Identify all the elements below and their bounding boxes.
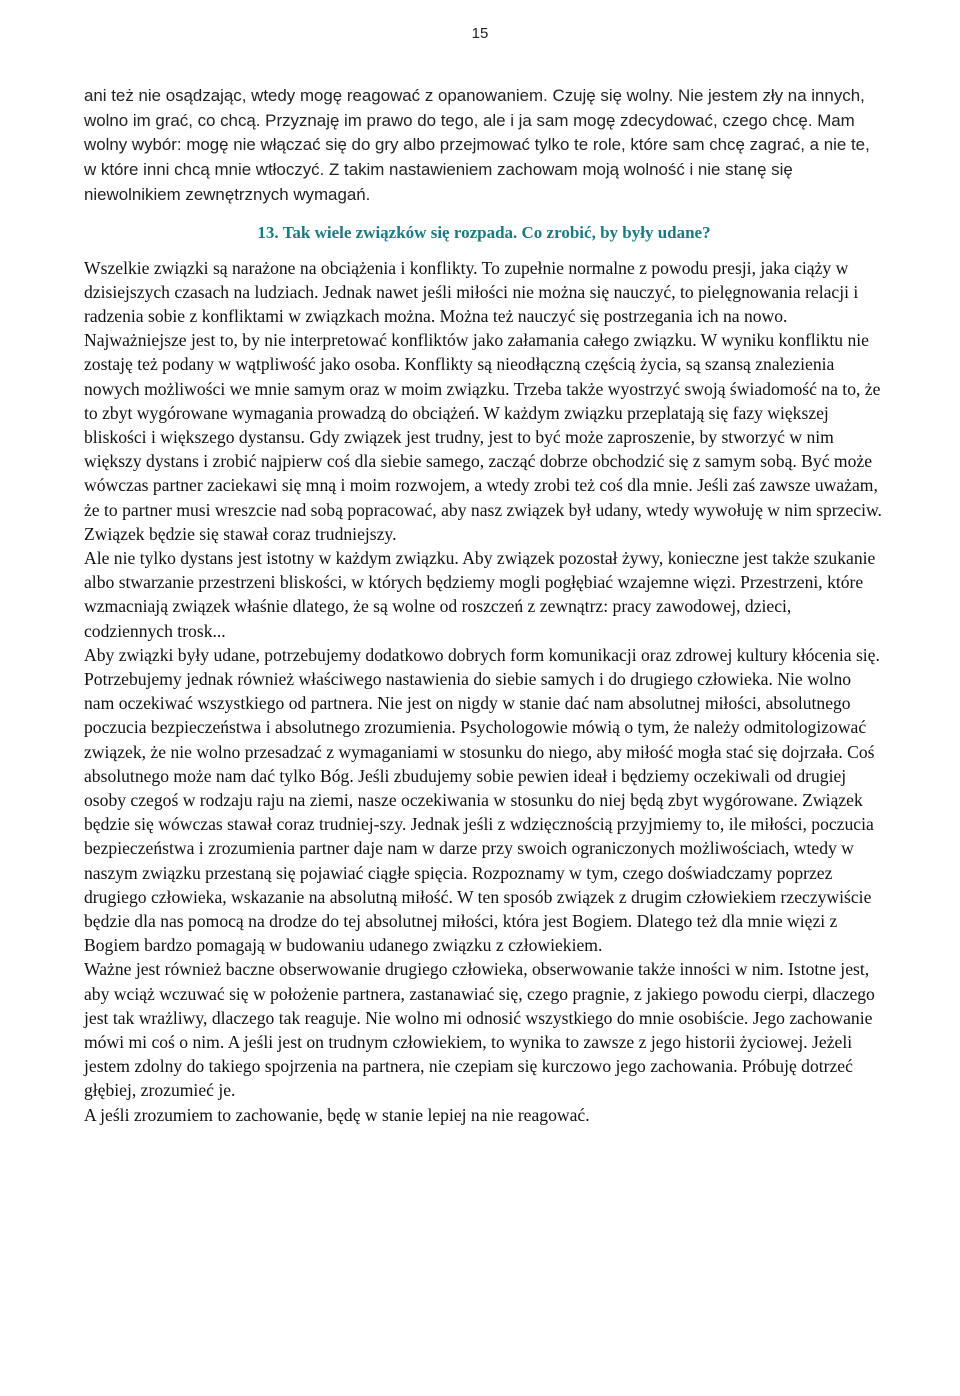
intro-paragraph: ani też nie osądzając, wtedy mogę reagować z opanowaniem. Czuję się wolny. Nie jestem zły na innych, wolno im grać, co chcą. Przyznaję im prawo do tego, ale i ja sam mogę zdecydować, czego chcę. Mam wolny wybór: mogę nie włączać się do gry albo przejmować tylko te role, które sam chcę zagrać, a nie te, w które inni chcą mnie wtłoczyć. Z takim nastawieniem zachowam moją wolność i nie stanę się niewolnikiem zewnętrznych wymagań. xyxy=(84,86,870,204)
body-paragraph-5: A jeśli zrozumiem to zachowanie, będę w stanie lepiej na nie reagować. xyxy=(84,1104,590,1125)
body-paragraph-4: Ważne jest również baczne obserwowanie drugiego człowieka, obserwowanie także inności w nim. Istotne jest, aby wciąż wczuwać się w położenie partnera, zastanawiać się, czego pragnie, z jakiego powodu cierpi, dlaczego jest tak wrażliwy, dlaczego tak reaguje. Nie wolno mi odnosić wszystkiego do mnie osobiście. Jego zachowanie mówi mi coś o nim. A jeśli jest on trudnym człowiekiem, to wynika to zawsze z jego historii życiowej. Jeżeli jestem zdolny do takiego spojrzenia na partnera, nie czepiam się kurczowo jego zachowania. Próbuję dotrzeć głębiej, zrozumieć je. xyxy=(84,959,875,1101)
section-body xyxy=(84,245,884,1127)
page-content xyxy=(84,84,884,1127)
body-paragraph-2: Ale nie tylko dystans jest istotny w każdym związku. Aby związek pozostał żywy, konieczne jest także szukanie albo stwarzanie przestrzeni bliskości, w których będziemy mogli pogłębiać wzajemne więzi. Przestrzeni, które wzmacniają związek właśnie dlatego, że są wolne od roszczeń z zewnątrz: pracy zawodowej, dzieci, codziennych trosk... xyxy=(84,547,876,641)
page-number: 15 xyxy=(471,25,489,42)
body-paragraph-1: Wszelkie związki są narażone na obciążenia i konflikty. To zupełnie normalne z powodu presji, jaka ciąży w dzisiejszych czasach na ludziach. Jednak nawet jeśli miłości nie można się nauczyć, to pielęgnowania relacji i radzenia sobie z konfliktami w związkach można. Można też nauczyć się postrzegania ich na nowo. Najważniejsze jest to, by nie interpretować konfliktów jako załamania całego związku. W wyniku konfliktu nie zostaję też podany w wątpliwość jako osoba. Konflikty są nieodłączną częścią życia, są szansą znalezienia nowych możliwości we mnie samym oraz w moim związku. Trzeba także wyostrzyć swoją świadomość na to, że to zbyt wygórowane wymagania prowadzą do obciążeń. W każdym związku przeplatają się fazy większej bliskości i większego dystansu. Gdy związek jest trudny, jest to być może zaproszenie, by stworzyć w nim większy dystans i zrobić najpierw coś dla siebie samego, zacząć dobrze obchodzić się z samym sobą. Być może wówczas partner zaciekawi się mną i moim rozwojem, a wtedy zrobi też coś dla mnie. Jeśli zaś zawsze uważam, że to partner musi wreszcie nad sobą popracować, aby nasz związek był udany, wtedy wywołuję w nim sprzeciw. Związek będzie się stawał coraz trudniejszy. xyxy=(84,257,882,544)
section-heading: 13. Tak wiele związków się rozpada. Co zrobić, by były udane? xyxy=(257,222,711,242)
body-paragraph-3: Aby związki były udane, potrzebujemy dodatkowo dobrych form komunikacji oraz zdrowej kultury kłócenia się. Potrzebujemy jednak również właściwego nastawienia do siebie samych i do drugiego człowieka. Nie wolno nam oczekiwać wszystkiego od partnera. Nie jest on nigdy w stanie dać nam absolutnej miłości, absolutnego poczucia bezpieczeństwa i absolutnego zrozumienia. Psychologowie mówią o tym, że należy odmitologizować związek, że nie wolno przesadzać z wymaganiami w stosunku do niego, aby miłość mogła stać się dojrzała. Coś absolutnego może nam dać tylko Bóg. Jeśli zbudujemy sobie pewien ideał i będziemy oczekiwali od drugiej osoby czegoś w rodzaju raju na ziemi, nasze oczekiwania w stosunku do niej będą zbyt wygórowane. Związek będzie się wówczas stawał coraz trudniej-szy. Jednak jeśli z wdzięcznością przyjmiemy to, ile miłości, poczucia bezpieczeństwa i zrozumienia partner daje nam w darze przy swoich ograniczonych możliwościach, wtedy w naszym związku przestaną się pojawiać ciągłe spięcia. Rozpoznamy w tym, czego doświadczamy poprzez drugiego człowieka, wskazanie na absolutną miłość. W ten sposób związek z drugim człowiekiem rzeczywiście będzie dla nas pomocą na drodze do tej absolutnej miłości, która jest Bogiem. Dlatego też dla mnie więzi z Bogiem bardzo pomagają w budowaniu udanego związku z człowiekiem. xyxy=(84,644,880,956)
